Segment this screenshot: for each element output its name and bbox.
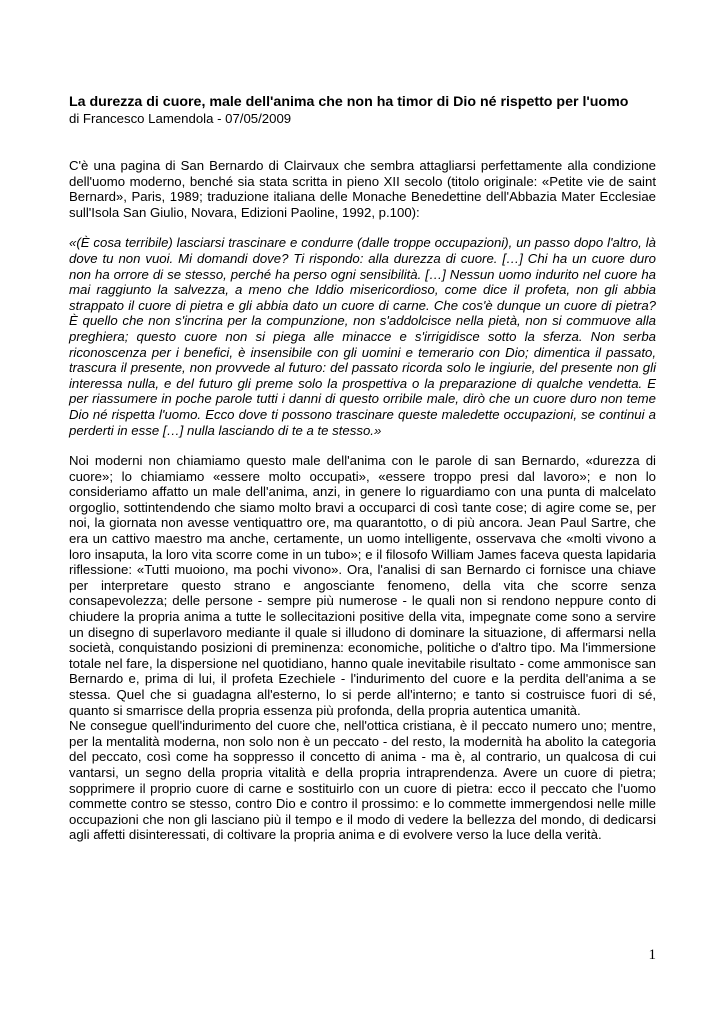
article-title: La durezza di cuore, male dell'anima che non ha timor di Dio né rispetto per l'uomo [69, 94, 629, 110]
page-number: 1 [648, 947, 656, 963]
article-byline: di Francesco Lamendola - 07/05/2009 [69, 111, 292, 126]
quote-paragraph: «(È cosa terribile) lasciarsi trascinare e condurre (dalle troppe occupazioni), un passo dopo l'altro, là dove tu non vuoi. Mi domandi dove? Ti rispondo: alla durezza di cuore. […] Chi ha un cuore duro non ha orrore di se stesso, perché ha perso ogni sensibilità. […] Nessun uomo indurito nel cuore ha mai raggiunto la salvezza, a meno che Iddio misericordioso, come dice il profeta, non gli abbia strappato il cuore di pietra e gli abbia dato un cuore di carne. Che cos'è dunque un cuore di pietra? È quello che non s'incrina per la compunzione, non s'addolcisce nella pietà, non si commuove alla preghiera; questo cuore non si piega alle minacce e s'irrigidisce sotto la sferza. Non serba riconoscenza per i benefici, è insensibile con gli uomini e temerario con Dio; dimentica il passato, trascura il presente, non provvede al futuro: del passato ricorda solo le ingiurie, del presente non gli interessa nulla, e del futuro gli preme solo la prospettiva o la preparazione di qualche vendetta. E per riassumere in poche parole tutti i danni di questo orribile male, dirò che un cuore duro non teme Dio né rispetta l'uomo. Ecco dove ti possono trascinare queste maledette occupazioni, se continui a perderti in esse […] nulla lasciando di te a te stesso.» [69, 235, 656, 438]
document-page [69, 94, 656, 843]
body-paragraph-2: Ne consegue quell'indurimento del cuore che, nell'ottica cristiana, è il peccato numero uno; mentre, per la mentalità moderna, non solo non è un peccato - del resto, la modernità ha abolito la categoria del peccato, così come ha soppresso il concetto di anima - ma è, al contrario, un qualcosa di cui vantarsi, un segno della propria vitalità e della propria intraprendenza. Avere un cuore di pietra; sopprimere il proprio cuore di carne e sostituirlo con un cuore di pietra: ecco il peccato che l'uomo commette contro se stesso, contro Dio e contro il prossimo: e lo commette immergendosi nelle mille occupazioni che non gli lasciano più il tempo e il modo di vedere la bellezza del mondo, di dedicarsi agli affetti disinteressati, di coltivare la propria anima e di evolvere verso la luce della verità. [69, 718, 656, 843]
intro-paragraph: C'è una pagina di San Bernardo di Clairvaux che sembra attagliarsi perfettamente alla condizione dell'uomo moderno, benché sia stata scritta in pieno XII secolo (titolo originale: «Petite vie de saint Bernard», Paris, 1989; traduzione italiana delle Monache Benedettine dell'Abbazia Mater Ecclesiae sull'Isola San Giulio, Novara, Edizioni Paoline, 1992, p.100): [69, 158, 656, 220]
body-paragraph-1: Noi moderni non chiamiamo questo male dell'anima con le parole di san Bernardo, «durezza di cuore»; lo chiamiamo «essere molto occupati», «essere troppo presi dal lavoro»; e non lo consideriamo affatto un male dell'anima, anzi, in genere lo riguardiamo con una punta di malcelato orgoglio, sottintendendo che siamo molto bravi a occuparci di così tante cose; di agire come se, per noi, la giornata non avesse ventiquattro ore, ma quarantotto, o di più ancora. Jean Paul Sartre, che era un cattivo maestro ma anche, certamente, un uomo intelligente, osservava che «molti vivono a loro insaputa, la loro vita scorre come in un tubo»; e il filosofo William James faceva questa lapidaria riflessione: «Tutti muoiono, ma pochi vivono». Ora, l'analisi di san Bernardo ci fornisce una chiave per interpretare questo strano e angosciante fenomeno, della vita che scorre senza consapevolezza; delle persone - sempre più numerose - le quali non si rendono neppure conto di chiudere la propria anima a tutte le sollecitazioni positive della vita, impegnate come sono a servire un disegno di superlavoro mediante il quale si illudono di dominare la situazione, di affermarsi nella società, conquistando posizioni di preminenza: economiche, politiche o d'altro tipo. Ma l'immersione totale nel fare, la dispersione nel quotidiano, hanno quale inevitabile risultato - come ammonisce san Bernardo e, prima di lui, il profeta Ezechiele - l'indurimento del cuore e la perdita dell'anima a se stessa. Quel che si guadagna all'esterno, lo si perde all'interno; e tanto si costruisce fuori di sé, quanto si smarrisce della propria essenza più profonda, della propria autentica umanità. [69, 453, 656, 718]
